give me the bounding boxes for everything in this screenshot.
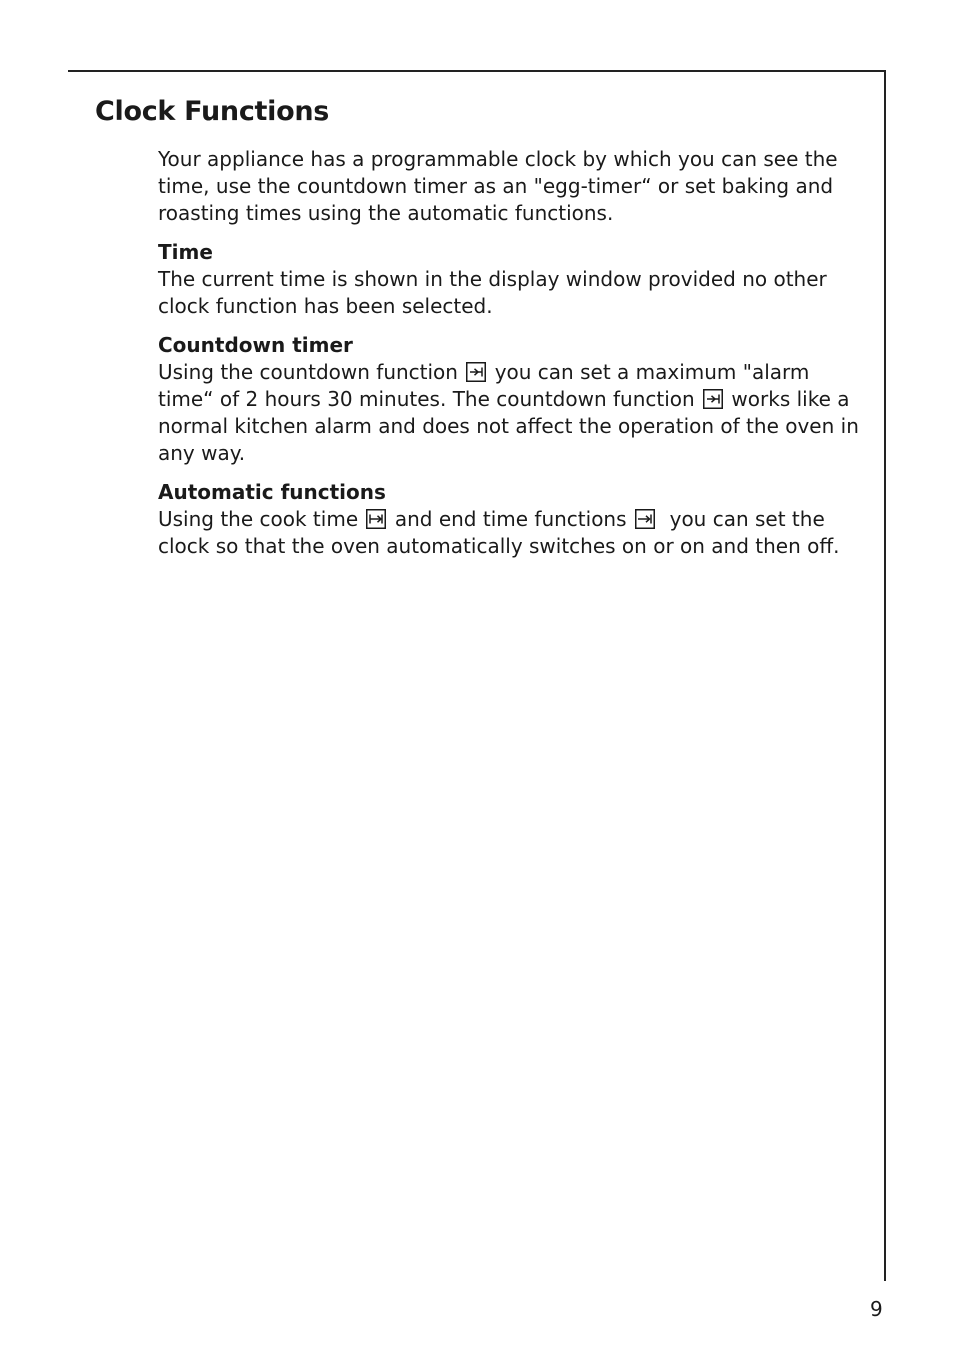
- section-text-automatic: [158, 506, 863, 560]
- section-time: [158, 239, 863, 320]
- countdown-icon: [466, 362, 486, 382]
- section-heading-countdown: Countdown timer: [158, 333, 353, 357]
- cook-time-icon: [366, 509, 386, 529]
- right-rule: [884, 70, 886, 1281]
- section-text-time: The current time is shown in the display window provided no other clock function has been selected.: [158, 267, 827, 318]
- section-automatic: [158, 479, 863, 560]
- countdown-text-part-3: works like a normal kitchen alarm and does not affect the operation of the oven in any way.: [158, 387, 859, 465]
- countdown-icon: [703, 389, 723, 409]
- countdown-text-part-1: Using the countdown function: [158, 360, 458, 384]
- section-heading-automatic: Automatic functions: [158, 480, 386, 504]
- intro-paragraph: Your appliance has a programmable clock by which you can see the time, use the countdown timer as an "egg-timer“ or set baking and roasting times using the automatic functions.: [158, 147, 838, 225]
- automatic-text-part-1: Using the cook time: [158, 507, 359, 531]
- page-title: Clock Functions: [95, 96, 330, 127]
- countdown-text-part-2: you can set a maximum "alarm time“ of 2 hours 30 minutes. The countdown function: [158, 360, 810, 411]
- top-rule: [68, 70, 886, 72]
- section-countdown: [158, 332, 863, 467]
- automatic-text-part-3: you can set the clock so that the oven automatically switches on or on and then off.: [158, 507, 840, 558]
- main-content: [158, 146, 863, 560]
- section-heading-time: Time: [158, 240, 213, 264]
- end-time-icon: [635, 509, 655, 529]
- automatic-text-part-2: and end time functions: [394, 507, 627, 531]
- section-text-countdown: [158, 359, 863, 467]
- page-number: 9: [870, 1297, 883, 1321]
